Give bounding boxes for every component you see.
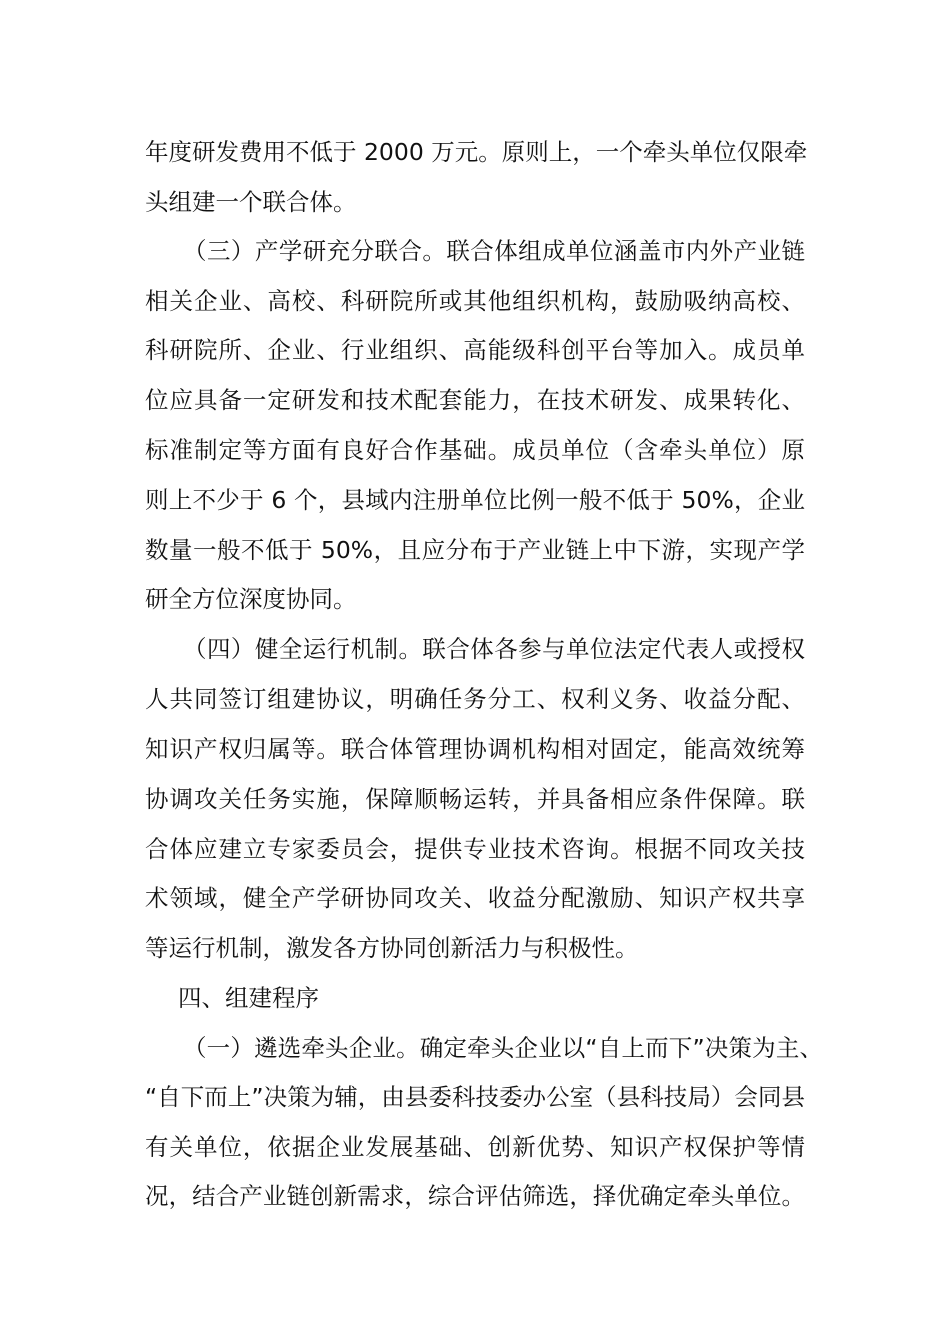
text-line: 年度研发费用不低于 2000 万元。原则上，一个牵头单位仅限牵 — [145, 138, 808, 166]
text-line: 等运行机制，激发各方协同创新活力与积极性。 — [145, 934, 639, 962]
text-line: 位应具备一定研发和技术配套能力，在技术研发、成果转化、 — [145, 386, 805, 414]
text-line: 标准制定等方面有良好合作基础。成员单位（含牵头单位）原 — [145, 436, 805, 464]
text-line: 研全方位深度协同。 — [145, 585, 357, 613]
paragraph-heading-line: （三）产学研充分联合。联合体组成单位涵盖市内外产业链 — [183, 237, 805, 265]
paragraph-heading-line: （四）健全运行机制。联合体各参与单位法定代表人或授权 — [183, 635, 805, 663]
text-line: 况，结合产业链创新需求，综合评估筛选，择优确定牵头单位。 — [145, 1182, 805, 1210]
text-line: 头组建一个联合体。 — [145, 188, 357, 216]
text-line: 知识产权归属等。联合体管理协调机构相对固定，能高效统筹 — [145, 735, 805, 763]
text-line: 术领域，健全产学研协同攻关、收益分配激励、知识产权共享 — [145, 884, 805, 912]
paragraph-heading-line: （一）遴选牵头企业。确定牵头企业以“自上而下”决策为主、 — [183, 1034, 823, 1062]
section-heading: 四、组建程序 — [178, 984, 319, 1012]
text-line: 协调攻关任务实施，保障顺畅运转，并具备相应条件保障。联 — [145, 785, 805, 813]
text-line: 科研院所、企业、行业组织、高能级科创平台等加入。成员单 — [145, 336, 805, 364]
text-line: 数量一般不低于 50%，且应分布于产业链上中下游，实现产学 — [145, 536, 805, 564]
text-line: 则上不少于 6 个，县域内注册单位比例一般不低于 50%，企业 — [145, 486, 805, 514]
text-line: 人共同签订组建协议，明确任务分工、权利义务、收益分配、 — [145, 685, 805, 713]
text-line: 有关单位，依据企业发展基础、创新优势、知识产权保护等情 — [145, 1133, 805, 1161]
text-line: “自下而上”决策为辅，由县委科技委办公室（县科技局）会同县 — [145, 1083, 805, 1111]
text-line: 相关企业、高校、科研院所或其他组织机构，鼓励吸纳高校、 — [145, 287, 805, 315]
text-line: 合体应建立专家委员会，提供专业技术咨询。根据不同攻关技 — [145, 835, 805, 863]
